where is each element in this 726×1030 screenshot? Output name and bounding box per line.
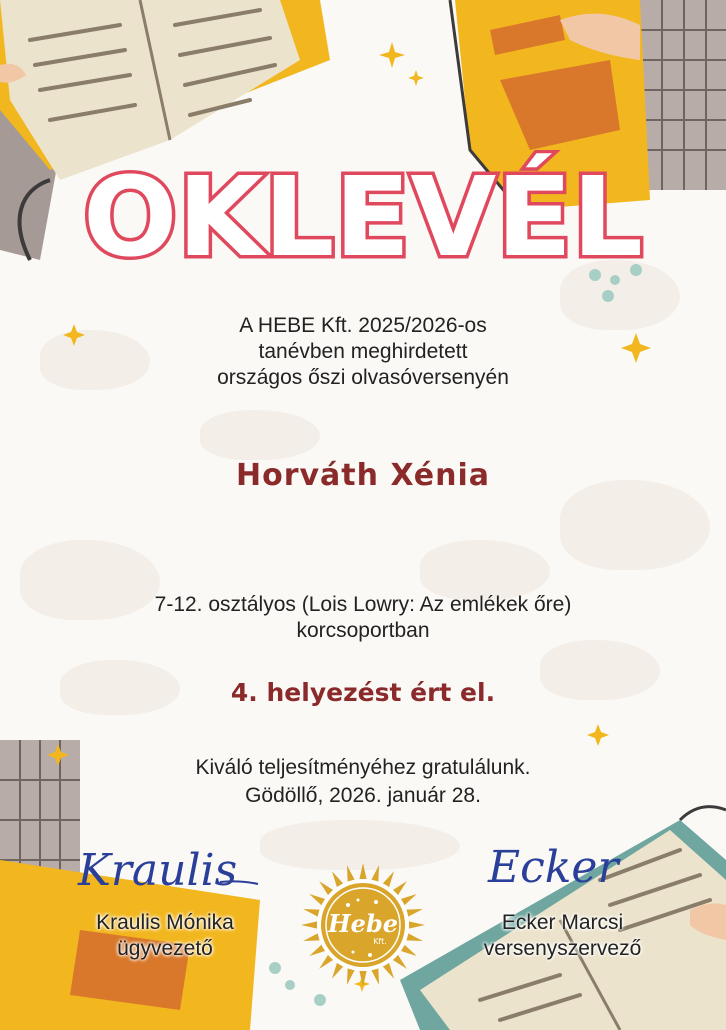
- star-icon: [408, 70, 424, 86]
- closing-text: [0, 754, 726, 810]
- hebe-seal: [298, 860, 428, 990]
- signature-text: Kraulis: [78, 845, 238, 896]
- star-icon: [379, 42, 405, 68]
- category-line: 7-12. osztályos (Lois Lowry: Az emlékek őre): [154, 593, 572, 616]
- intro-line: országos őszi olvasóversenyén: [217, 366, 509, 389]
- recipient-name: Horváth Xénia: [235, 458, 490, 493]
- place-date-line: Gödöllő, 2026. január 28.: [245, 784, 481, 807]
- placement-result: 4. helyezést ért el.: [230, 678, 496, 707]
- title-text: OKLEVÉL: [83, 153, 638, 281]
- signatory-name: Ecker Marcsi: [501, 911, 624, 934]
- signatory-name: Kraulis Mónika: [96, 911, 234, 934]
- seal-text: Hebe: [328, 909, 398, 938]
- category-line: korcsoportban: [296, 619, 430, 642]
- signature-kraulis: [70, 840, 270, 900]
- signatory-role: versenyszervező: [483, 937, 642, 960]
- seal-ray: [371, 968, 379, 985]
- certificate-title: [0, 150, 726, 290]
- seal-ray: [409, 921, 425, 928]
- seal-ray: [301, 921, 317, 928]
- congratulation-line: Kiváló teljesítményéhez gratulálunk.: [195, 756, 531, 779]
- signature-text: Ecker: [488, 842, 619, 893]
- signatory-role: ügyvezető: [117, 937, 213, 960]
- seal-ray: [359, 863, 366, 879]
- signatory-left: [70, 910, 260, 962]
- category-text: [0, 592, 726, 644]
- intro-line: A HEBE Kft. 2025/2026-os: [239, 314, 487, 337]
- seal-ray: [359, 971, 366, 987]
- seal-subtext: Kft.: [373, 937, 387, 946]
- signature-ecker: [482, 836, 642, 896]
- seal-ray: [371, 865, 379, 882]
- intro-line: tanévben meghirdetett: [258, 340, 468, 363]
- intro-text: [0, 313, 726, 391]
- signatory-right: [455, 910, 670, 962]
- seal-ray: [347, 865, 355, 882]
- star-icon: [587, 724, 609, 746]
- seal-ray: [303, 933, 320, 941]
- seal-ray: [406, 933, 423, 941]
- seal-ray: [347, 968, 355, 985]
- seal-ray: [406, 909, 423, 917]
- seal-ray: [303, 909, 320, 917]
